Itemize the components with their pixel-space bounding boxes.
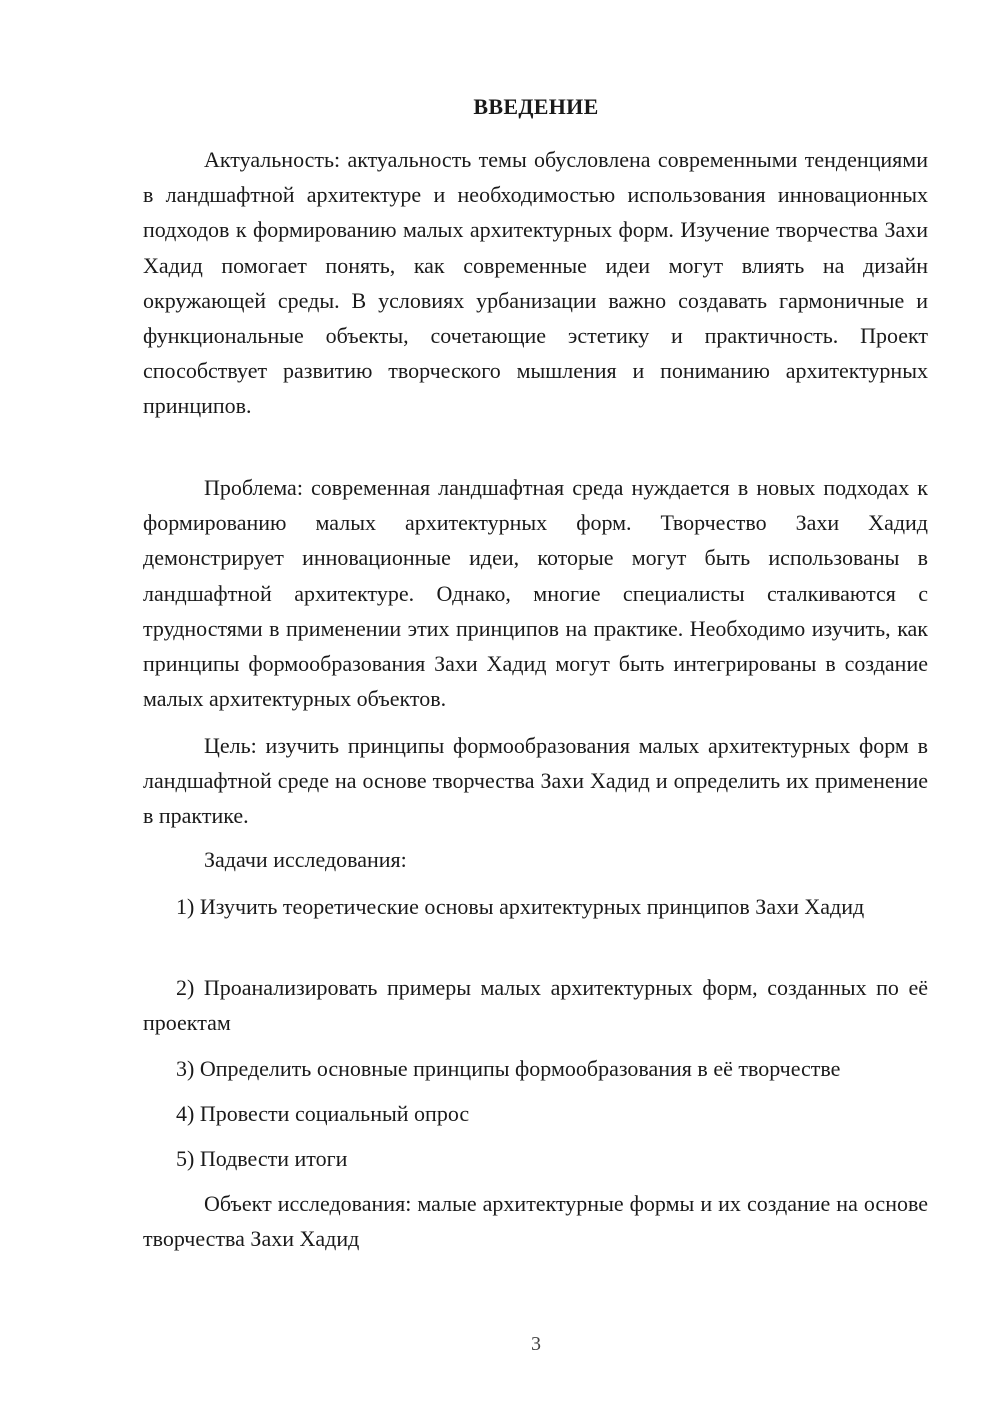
task-item-2: 2) Проанализировать примеры малых архитектурных форм, созданных по её проектам: [143, 975, 928, 1036]
page-number: 3: [531, 1333, 541, 1355]
tasks-heading: Задачи исследования:: [204, 847, 407, 872]
paragraph-relevance: Актуальность: актуальность темы обусловлена современными тенденциями в ландшафтной архитектуре и необходимостью использования инновационных подходов к формированию малых архитектурных форм. Изучение творчества Захи Хадид помогает понять, как современные идеи могут влиять на дизайн окружающей среды. В условиях урбанизации важно создавать гармоничные и функциональные объекты, сочетающие эстетику и практичность. Проект способствует развитию творческого мышления и пониманию архитектурных принципов.: [143, 147, 928, 419]
task-item-5: 5) Подвести итоги: [176, 1146, 348, 1171]
task-item-3: 3) Определить основные принципы формообразования в её творчестве: [176, 1056, 841, 1081]
paragraph-goal: Цель: изучить принципы формообразования малых архитектурных форм в ландшафтной среде на основе творчества Захи Хадид и определить их применение в практике.: [143, 733, 928, 829]
task-item-4: 4) Провести социальный опрос: [176, 1101, 470, 1126]
paragraph-object: Объект исследования: малые архитектурные формы и их создание на основе творчества Захи Хадид: [143, 1191, 928, 1252]
section-heading: ВВЕДЕНИЕ: [473, 94, 599, 119]
paragraph-problem: Проблема: современная ландшафтная среда нуждается в новых подходах к формированию малых архитектурных форм. Творчество Захи Хадид демонстрирует инновационные идеи, которые могут быть использованы в ландшафтной архитектуре. Однако, многие специалисты сталкиваются с трудностями в применении этих принципов на практике. Необходимо изучить, как принципы формообразования Захи Хадид могут быть интегрированы в создание малых архитектурных объектов.: [143, 475, 928, 712]
task-item-1: 1) Изучить теоретические основы архитектурных принципов Захи Хадид: [176, 894, 865, 919]
